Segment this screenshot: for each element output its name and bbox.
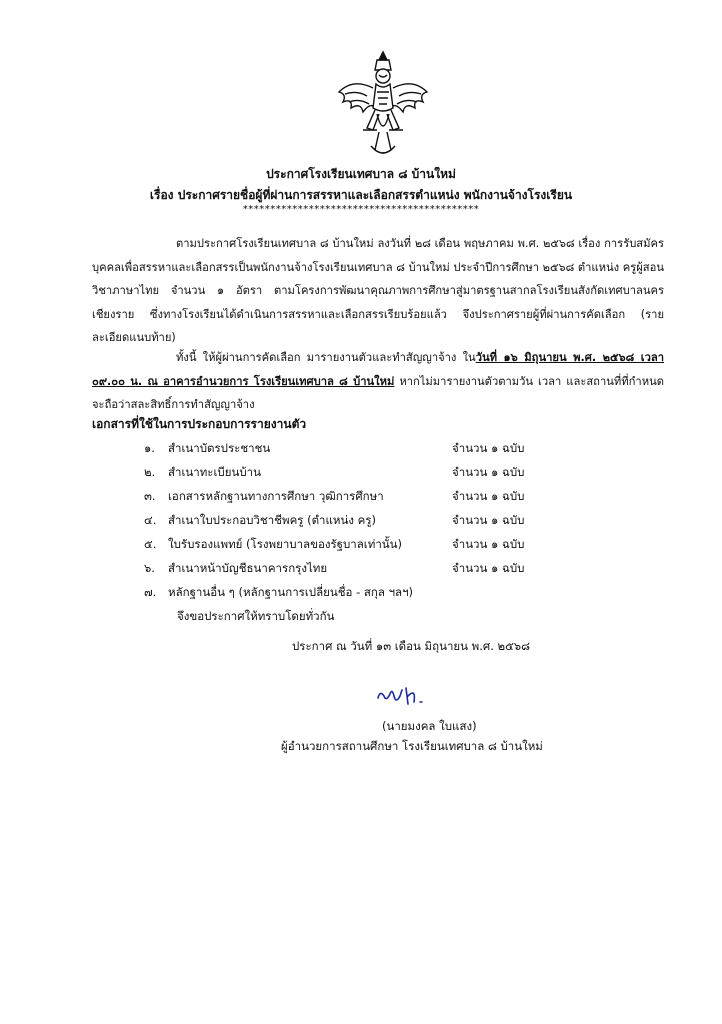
item-number: ๓.: [144, 489, 156, 503]
item-number: ๑.: [144, 441, 155, 455]
item-text: สำเนาหน้าบัญชีธนาคารกรุงไทย: [168, 561, 328, 575]
report-date-venue: วันที่ ๑๖ มิถุนายน พ.ศ. ๒๕๖๘ เวลา ๐๙.๐๐ น. ณ อาคารอำนวยการ โรงเรียนเทศบาล ๘ บ้านใหม่: [92, 351, 664, 388]
item-text: สำเนาทะเบียนบ้าน: [168, 465, 261, 479]
item-text: ใบรับรองแพทย์ (โรงพยาบาลของรัฐบาลเท่านั้น): [168, 537, 402, 551]
garuda-emblem-icon: [333, 48, 433, 160]
item-quantity: จำนวน ๑ ฉบับ: [452, 465, 525, 479]
item-text: หลักฐานอื่น ๆ (หลักฐานการเปลี่ยนชื่อ - สกุล ฯลฯ): [168, 585, 414, 599]
body-paragraph-1: ตามประกาศโรงเรียนเทศบาล ๘ บ้านใหม่ ลงวันที่ ๒๘ เดือน พฤษภาคม พ.ศ. ๒๕๖๘ เรื่อง การรับสมัครบุคคลเพื่อสรรหาและเลือกสรรเป็นพนักงานจ้างโรงเรียนเทศบาล ๘ บ้านใหม่ ประจำปีการศึกษา ๒๕๖๘ ตำแหน่ง ครูผู้สอน วิชาภาษาไทย จำนวน ๑ อัตรา ตามโครงการพัฒนาคุณภาพการศึกษาสู่มาตรฐานสากลโรงเรียนสังกัดเทศบาลนครเชียงราย ซึ่งทางโรงเรียนได้ดำเนินการสรรหาและเลือกสรรเรียบร้อยแล้ว จึงประกาศรายผู้ที่ผ่านการคัดเลือก (รายละเอียดแนบท้าย): [92, 237, 664, 344]
signer-title: ผู้อำนวยการสถานศึกษา โรงเรียนเทศบาล ๘ บ้านใหม่: [281, 739, 543, 753]
item-quantity: จำนวน ๑ ฉบับ: [452, 441, 525, 455]
header-divider: *******************************************: [242, 204, 480, 215]
body-paragraph-2: [92, 346, 664, 417]
paragraph-2-rest: หากไม่มารายงานตัวตามวัน เวลา และสถานที่ที่กำหนด จะถือว่าสละสิทธิ์การทำสัญญาจ้าง: [92, 374, 664, 411]
signature-icon: [372, 684, 442, 710]
announcement-date: ประกาศ ณ วันที่ ๑๓ เดือน มิถุนายน พ.ศ. ๒๕๖๘: [292, 639, 530, 653]
item-quantity: จำนวน ๑ ฉบับ: [452, 513, 525, 527]
signer-name: (นายมงคล ใบแสง): [382, 719, 477, 733]
item-text: สำเนาบัตรประชาชน: [168, 441, 271, 455]
item-quantity: จำนวน ๑ ฉบับ: [452, 561, 525, 575]
item-text: สำเนาใบประกอบวิชาชีพครู (ตำแหน่ง ครู): [168, 513, 376, 527]
paragraph-2-intro: ทั้งนี้ ให้ผู้ผ่านการคัดเลือก มารายงานตัวและทำสัญญาจ้าง ใน: [176, 351, 476, 364]
item-number: ๗.: [144, 585, 157, 599]
item-number: ๒.: [144, 465, 156, 479]
item-number: ๕.: [144, 537, 157, 551]
item-number: ๔.: [144, 513, 157, 527]
closing-announce: จึงขอประกาศให้ทราบโดยทั่วกัน: [177, 609, 335, 623]
item-quantity: จำนวน ๑ ฉบับ: [452, 537, 525, 551]
item-number: ๖.: [144, 561, 155, 575]
documents-heading: เอกสารที่ใช้ในการประกอบการรายงานตัว: [92, 417, 307, 431]
item-text: เอกสารหลักฐานทางการศึกษา วุฒิการศึกษา: [168, 489, 384, 503]
announcement-subject: เรื่อง ประกาศรายชื่อผู้ที่ผ่านการสรรหาและเลือกสรรตำแหน่ง พนักงานจ้างโรงเรียน: [149, 188, 573, 202]
item-quantity: จำนวน ๑ ฉบับ: [452, 489, 525, 503]
announcement-title: ประกาศโรงเรียนเทศบาล ๘ บ้านใหม่: [266, 167, 456, 181]
